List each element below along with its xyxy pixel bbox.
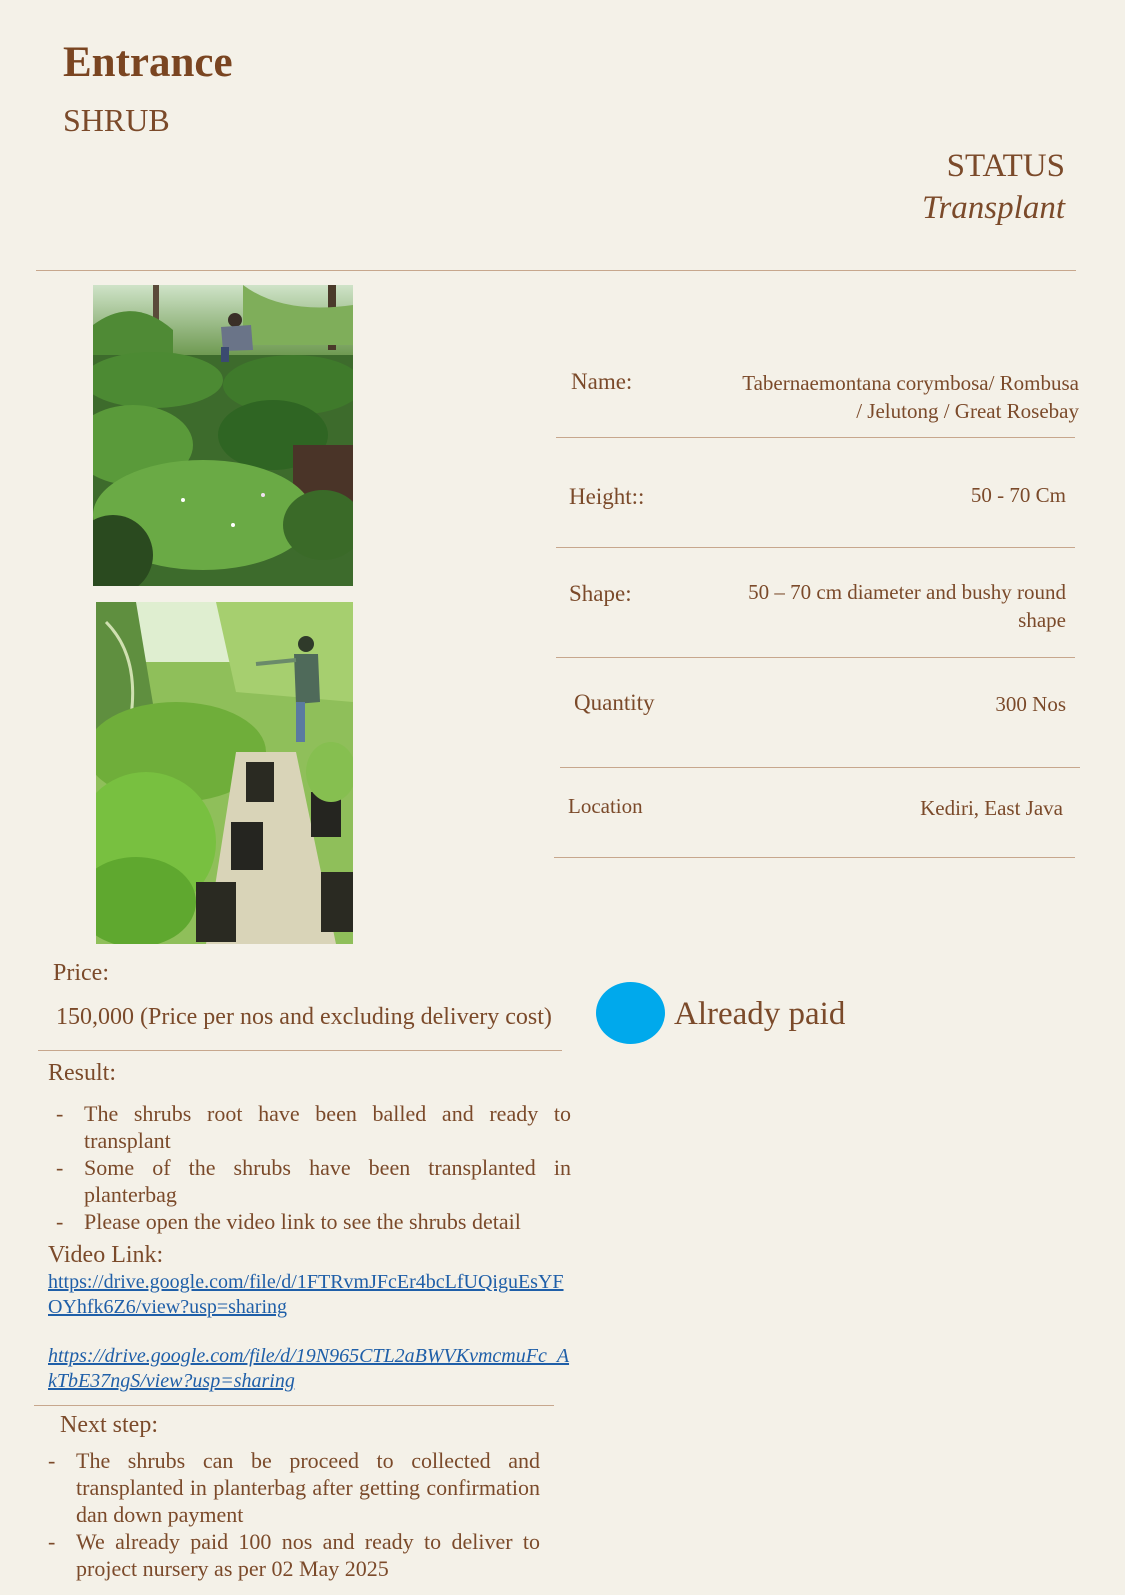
list-item: - Please open the video link to see the shrubs detail	[48, 1208, 571, 1235]
next-step-list	[40, 1447, 540, 1582]
list-item: - We already paid 100 nos and ready to deliver to project nursery as per 02 May 2025	[40, 1528, 540, 1582]
video-link-1[interactable]: https://drive.google.com/file/d/1FTRvmJFcEr4bcLfUQiguEsYFOYhfk6Z6/view?usp=sharing	[48, 1271, 564, 1318]
list-item: - The shrubs can be proceed to collected and transplanted in planterbag after getting confirmation dan down payment	[40, 1447, 540, 1528]
video-link-label: Video Link:	[48, 1242, 164, 1268]
name-value-line1: Tabernaemontana corymbosa/ Rombusa	[742, 371, 1079, 395]
result-label: Result:	[48, 1060, 117, 1086]
quantity-value: 300 Nos	[995, 692, 1066, 716]
header-divider	[36, 270, 1076, 271]
page-subtitle: SHRUB	[63, 102, 170, 138]
spec-divider	[556, 547, 1075, 548]
shrub-field-photo	[93, 285, 353, 586]
list-item: - The shrubs root have been balled and ready to transplant	[48, 1100, 571, 1154]
location-value: Kediri, East Java	[920, 796, 1063, 820]
shrub-planterbag-photo	[96, 602, 353, 944]
spec-divider	[556, 657, 1075, 658]
quantity-label: Quantity	[574, 690, 655, 715]
status-label: STATUS	[946, 148, 1065, 184]
status-value: Transplant	[921, 190, 1065, 226]
shape-label: Shape:	[569, 581, 632, 606]
paid-status-dot	[596, 982, 665, 1044]
height-value: 50 - 70 Cm	[970, 483, 1066, 507]
list-item: - Some of the shrubs have been transplanted in planterbag	[48, 1154, 571, 1208]
page-title: Entrance	[63, 39, 233, 86]
video-divider	[34, 1405, 554, 1406]
paid-status-text: Already paid	[674, 996, 846, 1032]
name-value	[742, 369, 1079, 425]
shape-value-line2: shape	[1018, 608, 1066, 632]
name-value-line2: / Jelutong / Great Rosebay	[856, 399, 1079, 423]
video-link-2[interactable]: https://drive.google.com/file/d/19N965CTL2aBWVKvmcmuFc_AkTbE37ngS/view?usp=sharing	[48, 1345, 570, 1392]
next-step-label: Next step:	[60, 1412, 158, 1438]
height-label: Height::	[569, 484, 645, 509]
price-divider	[38, 1050, 562, 1051]
price-value: 150,000 (Price per nos and excluding delivery cost)	[56, 1004, 552, 1030]
result-list	[48, 1100, 571, 1235]
location-label: Location	[568, 794, 643, 818]
spec-divider	[560, 767, 1080, 768]
price-label: Price:	[53, 960, 109, 986]
shape-value	[748, 578, 1066, 634]
shape-value-line1: 50 – 70 cm diameter and bushy round	[748, 580, 1066, 604]
spec-divider	[556, 437, 1075, 438]
spec-divider	[554, 857, 1075, 858]
name-label: Name:	[571, 369, 633, 394]
